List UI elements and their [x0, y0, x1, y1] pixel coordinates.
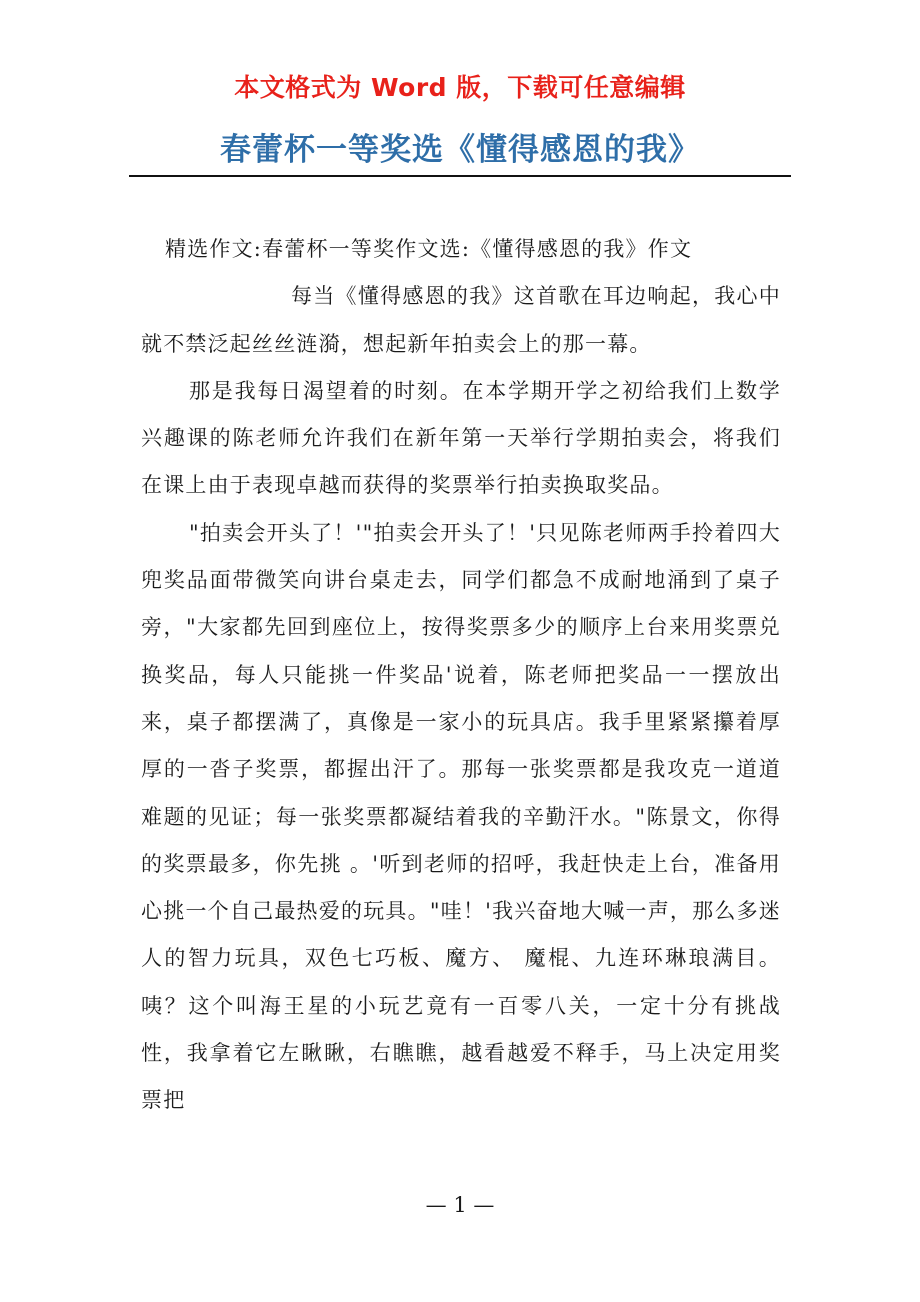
paragraph-intro: 每当《懂得感恩的我》这首歌在耳边响起，我心中就不禁泛起丝丝涟漪，想起新年拍卖会上的那一幕。 — [141, 284, 781, 356]
paragraph-source: 精选作文:春蕾杯一等奖作文选:《懂得感恩的我》作文 — [165, 237, 693, 261]
format-notice: 本文格式为 Word 版，下载可任意编辑 — [234, 73, 686, 102]
page-number: — 1 — — [425, 1193, 495, 1217]
document-body — [141, 226, 781, 1125]
paragraph-background: 那是我每日渴望着的时刻。在本学期开学之初给我们上数学兴趣课的陈老师允许我们在新年第一天举行学期拍卖会，将我们在课上由于表现卓越而获得的奖票举行拍卖换取奖品。 — [141, 378, 781, 498]
document-title: 春蕾杯一等奖选《懂得感恩的我》 — [220, 132, 700, 168]
paragraph-auction: "拍卖会开头了！'"拍卖会开头了！'只见陈老师两手拎着四大兜奖品面带微笑向讲台桌走去，同学们都急不成耐地涌到了桌子旁，"大家都先回到座位上，按得奖票多少的顺序上台来用奖票兑换奖品，每人只能挑一件奖品'说着，陈老师把奖品一一摆放出来，桌子都摆满了，真像是一家小的玩具店。我手里紧紧攥着厚厚的一沓子奖票，都握出汗了。那每一张奖票都是我攻克一道道难题的见证；每一张奖票都凝结着我的辛勤汗水。"陈景文，你得的奖票最多，你先挑 。'听到老师的招呼，我赶快走上台，准备用心挑一个自己最热爱的玩具。"哇！'我兴奋地大喊一声，那么多迷人的智力玩具，双色七巧板、魔方、 魔棍、九连环琳琅满目。咦？这个叫海王星的小玩艺竟有一百零八关，一定十分有挑战性，我拿着它左瞅瞅，右瞧瞧，越看越爱不释手，马上决定用奖票把 — [141, 520, 781, 1113]
header-divider — [129, 175, 791, 177]
